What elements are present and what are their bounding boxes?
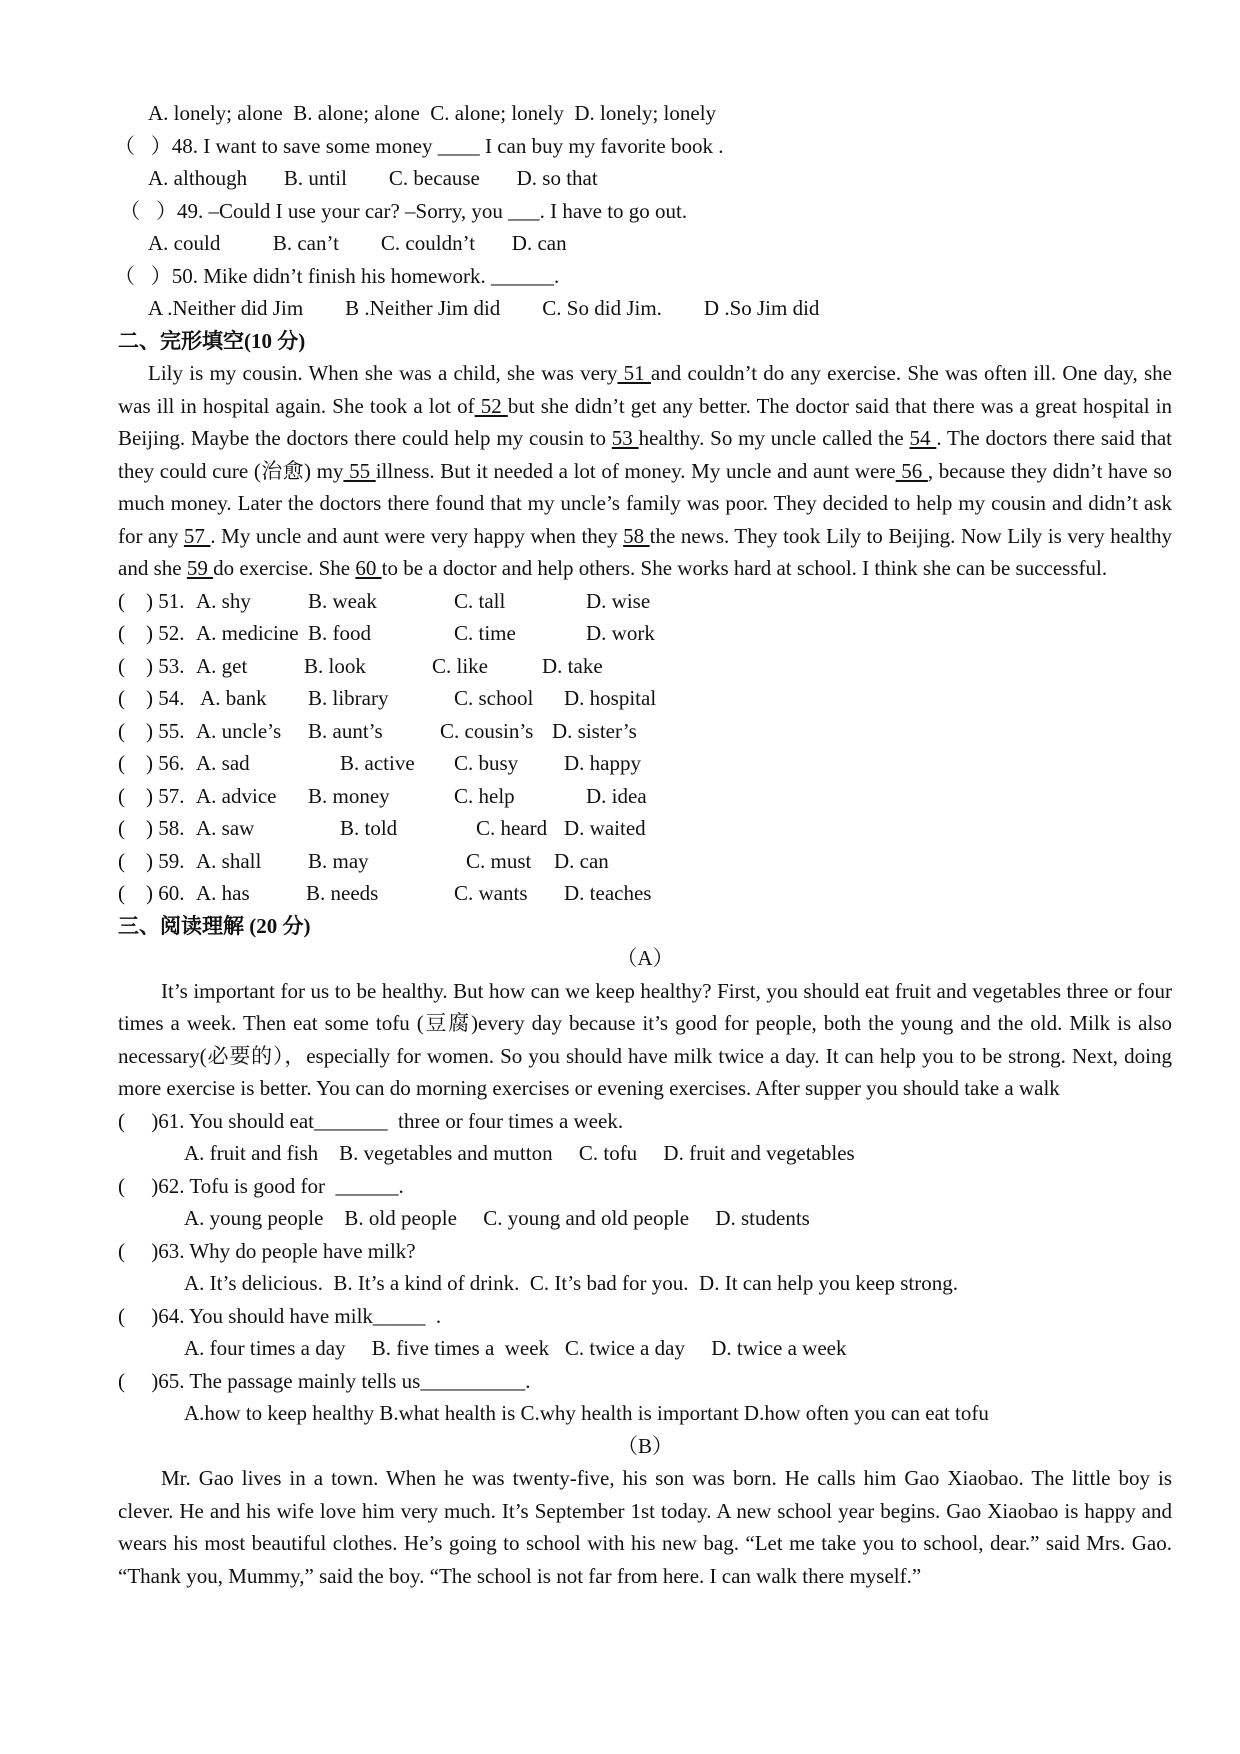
question-row: ( ) 57. A. advice B. money C. help D. idea	[118, 783, 647, 808]
section3-heading: 三、阅读理解 (20 分)	[118, 913, 311, 938]
question-row: ( ) 58. A. saw B. told C. heard D. waited	[118, 816, 646, 840]
blank-54: 54	[909, 426, 937, 450]
page-content	[114, 97, 1173, 1592]
part-b-label: （B）	[616, 1433, 673, 1458]
question-row: ( ) 53. A. get B. look C. like D. take	[118, 653, 603, 678]
q61-options: A. fruit and fish B. vegetables and mutton C. tofu D. fruit and vegetables	[184, 1141, 855, 1165]
question-row: ( ) 54. A. bank B. library C. school D. hospital	[118, 686, 657, 710]
q63-options: A. It’s delicious. B. It’s a kind of drink. C. It’s bad for you. D. It can help you keep strong.	[184, 1271, 958, 1295]
q65-question: ( )65. The passage mainly tells us__________.	[118, 1368, 531, 1393]
question-row: ( ) 52. A. medicine B. food C. time D. work	[118, 621, 655, 645]
q48-options: A. although B. until C. because D. so that	[148, 166, 598, 190]
q64-options: A. four times a day B. five times a week C. twice a day D. twice a week	[184, 1336, 847, 1360]
blank-52: 52	[474, 393, 508, 418]
blank-57: 57	[183, 523, 211, 548]
q47-options: A. lonely; alone B. alone; alone C. alone; lonely D. lonely; lonely	[148, 101, 717, 125]
part-a-label: （A）	[616, 946, 674, 970]
blank-55: 55	[343, 458, 376, 483]
q62-question: ( )62. Tofu is good for ______.	[118, 1173, 404, 1198]
q65-options: A.how to keep healthy B.what health is C.why health is important D.how often you can eat tofu	[184, 1401, 989, 1425]
q48-question: （ ）48. I want to save some money ____ I can buy my favorite book .	[114, 133, 724, 158]
part-a-passage: It’s important for us to be healthy. But how can we keep healthy? First, you should eat fruit and vegetables three or four times a week. Then eat some tofu (豆腐)every day because it’s good for people, both the young and the old. Milk is also necessary(必要的），especially for women. So you should have milk twice a day. It can help you to be strong. Next, doing more exercise is better. You can do morning exercises or evening exercises. After supper you should take a walk	[118, 978, 1172, 1100]
question-row: ( ) 51. A. shy B. weak C. tall D. wise	[118, 588, 651, 613]
q61-question: ( )61. You should eat_______ three or four times a week.	[118, 1108, 624, 1133]
question-row: ( ) 59. A. shall B. may C. must D. can	[118, 848, 609, 873]
q62-options: A. young people B. old people C. young and old people D. students	[184, 1206, 810, 1230]
blank-59: 59	[186, 556, 214, 580]
blank-51: 51	[617, 361, 651, 385]
section2-heading: 二、完形填空(10 分)	[118, 328, 306, 353]
blank-53: 53	[611, 426, 639, 450]
question-row: ( ) 55. A. uncle’s B. aunt’s C. cousin’s D. sister’s	[118, 718, 637, 743]
question-row: ( ) 60. A. has B. needs C. wants D. teaches	[118, 881, 652, 905]
blank-58: 58	[623, 523, 650, 548]
q50-question: （ ）50. Mike didn’t finish his homework. ______.	[114, 263, 560, 288]
question-row: ( ) 56. A. sad B. active C. busy D. happy	[118, 751, 641, 775]
q50-options: A .Neither did Jim B .Neither Jim did C. So did Jim. D .So Jim did	[148, 296, 820, 320]
q64-question: ( )64. You should have milk_____ .	[118, 1303, 442, 1328]
blank-60: 60	[355, 556, 382, 580]
q63-question: ( )63. Why do people have milk?	[118, 1238, 416, 1263]
blank-56: 56	[895, 458, 928, 483]
part-b-passage: Mr. Gao lives in a town. When he was twenty-five, his son was born. He calls him Gao Xiaobao. The little boy is clever. He and his wife love him very much. It’s September 1st today. A new school year begins. Gao Xiaobao is happy and wears his most beautiful clothes. He’s going to school with his new bag. “Let me take you to school, dear.” said Mrs. Gao. “Thank you, Mummy,” said the boy. “The school is not far from here. I can walk there myself.”	[118, 1466, 1172, 1588]
cloze-passage: Lily is my cousin. When she was a child, she was very 51 and couldn’t do any exercise. She was often ill. One day, she was ill in hospital again. She took a lot of 52 but she didn’t get any better. The doctor said that there was a great hospital in Beijing. Maybe the doctors there could help my cousin to 53 healthy. So my uncle called the 54 . The doctors there said that they could cure (治愈) my 55 illness. But it needed a lot of money. My uncle and aunt were 56 , because they didn’t have so much money. Later the doctors there found that my uncle’s family was poor. They decided to help my cousin and didn’t ask for any 57 . My uncle and aunt were very happy when they 58 the news. They took Lily to Beijing. Now Lily is very healthy and she 59 do exercise. She 60 to be a doctor and help others. She works hard at school. I think she can be successful.	[118, 361, 1173, 580]
q49-options: A. could B. can’t C. couldn’t D. can	[148, 231, 567, 255]
cloze-questions	[118, 585, 1172, 910]
q49-question: （ ）49. –Could I use your car? –Sorry, you ___. I have to go out.	[114, 198, 688, 223]
